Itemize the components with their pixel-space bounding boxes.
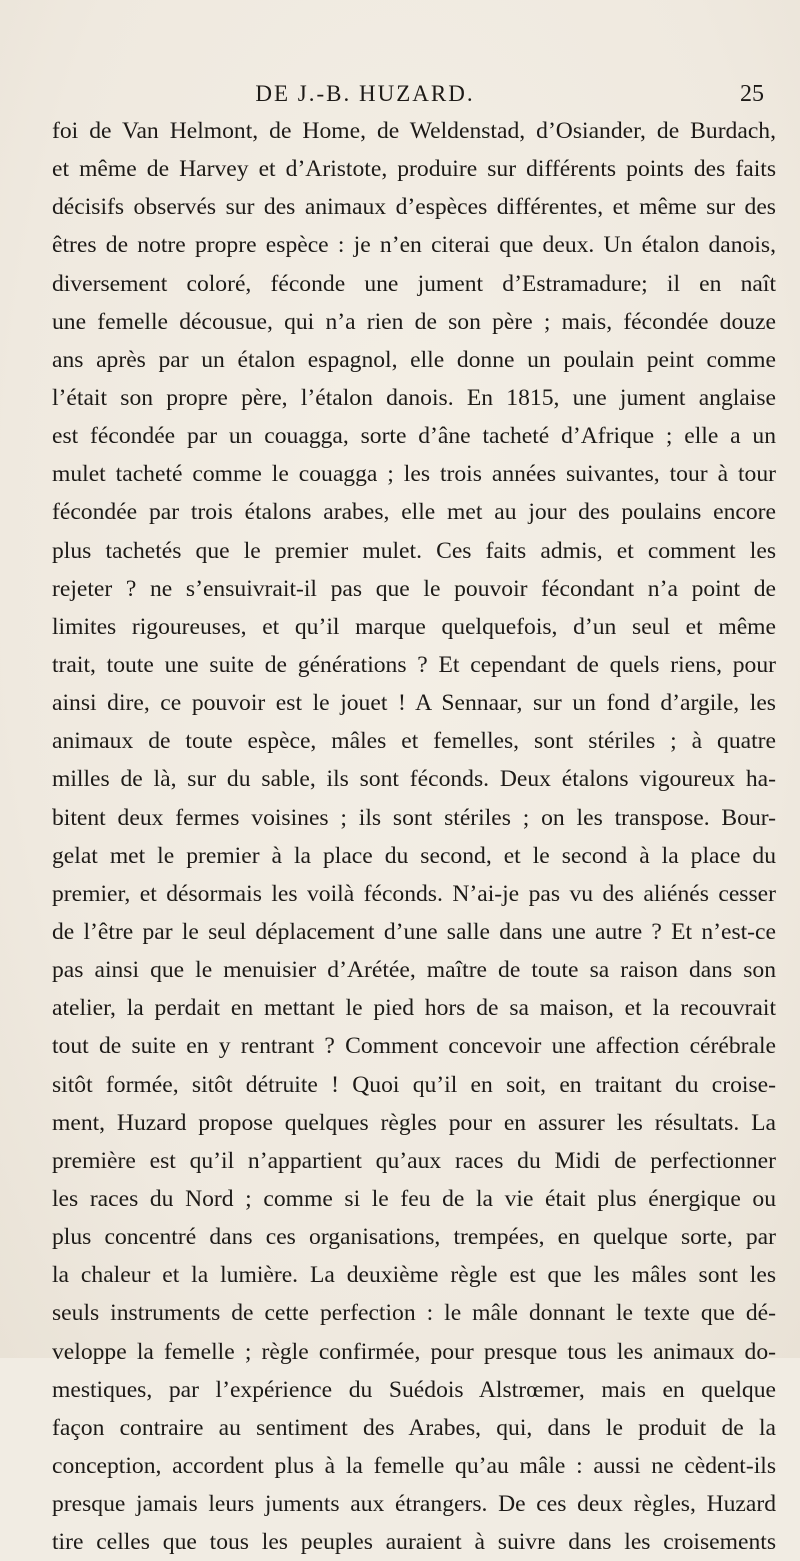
body-text — [52, 112, 776, 1561]
text-line: les races du Nord ; comme si le feu de la vie était plus énergique ou — [52, 1185, 776, 1212]
text-line: première est qu’il n’appartient qu’aux races du Midi de perfectionner — [52, 1147, 776, 1174]
text-line: presque jamais leurs juments aux étrangers. De ces deux règles, Huzard — [52, 1491, 776, 1518]
text-line: milles de là, sur du sable, ils sont féconds. Deux étalons vigoureux ha- — [52, 766, 776, 793]
text-line: mulet tacheté comme le couagga ; les trois années suivantes, tour à tour — [52, 461, 776, 488]
text-line: seuls instruments de cette perfection : le mâle donnant le texte que dé- — [52, 1300, 776, 1327]
text-line: animaux de toute espèce, mâles et femelles, sont stériles ; à quatre — [52, 728, 776, 755]
text-line: de l’être par le seul déplacement d’une salle dans une autre ? Et n’est-ce — [52, 918, 776, 945]
text-line: êtres de notre propre espèce : je n’en citerai que deux. Un étalon danois, — [52, 232, 776, 259]
text-line: gelat met le premier à la place du second, et le second à la place du — [52, 842, 776, 869]
text-line: ment, Huzard propose quelques règles pour en assurer les résultats. La — [52, 1109, 776, 1136]
page-number: 25 — [740, 81, 764, 107]
text-line: atelier, la perdait en mettant le pied hors de sa maison, et la recouvrait — [52, 995, 776, 1022]
text-line: la chaleur et la lumière. La deuxième règle est que les mâles sont les — [52, 1262, 776, 1289]
text-line: conception, accordent plus à la femelle qu’au mâle : aussi ne cèdent-ils — [52, 1452, 776, 1479]
text-line: façon contraire au sentiment des Arabes, qui, dans le produit de la — [52, 1414, 776, 1441]
text-line: foi de Van Helmont, de Home, de Weldenstad, d’Osiander, de Burdach, — [52, 118, 776, 144]
text-line: trait, toute une suite de générations ? Et cependant de quels riens, pour — [52, 651, 776, 678]
text-line: tout de suite en y rentrant ? Comment concevoir une affection cérébrale — [52, 1033, 776, 1060]
text-line: fécondée par trois étalons arabes, elle met au jour des poulains encore — [52, 499, 776, 526]
text-line: veloppe la femelle ; règle confirmée, pour presque tous les animaux do- — [52, 1338, 776, 1365]
text-line: mestiques, par l’expérience du Suédois Alstrœmer, mais en quelque — [52, 1376, 776, 1403]
text-line: et même de Harvey et d’Aristote, produire sur différents points des faits — [52, 156, 776, 183]
text-line: une femelle décousue, qui n’a rien de son père ; mais, fécondée douze — [52, 308, 776, 335]
text-line: diversement coloré, féconde une jument d’Estramadure; il en naît — [52, 270, 776, 297]
running-head — [0, 76, 800, 112]
text-line: premier, et désormais les voilà féconds. N’ai-je pas vu des aliénés cesser — [52, 880, 776, 907]
text-line: l’était son propre père, l’étalon danois. En 1815, une jument anglaise — [52, 384, 776, 411]
text-line: plus concentré dans ces organisations, trempées, en quelque sorte, par — [52, 1224, 776, 1251]
text-line: ans après par un étalon espagnol, elle donne un poulain peint comme — [52, 346, 776, 373]
text-line: ainsi dire, ce pouvoir est le jouet ! A Sennaar, sur un fond d’argile, les — [52, 690, 776, 717]
text-line: décisifs observés sur des animaux d’espèces différentes, et même sur des — [52, 194, 776, 221]
running-title: DE J.-B. HUZARD. — [255, 81, 475, 106]
text-line: bitent deux fermes voisines ; ils sont stériles ; on les transpose. Bour- — [52, 804, 776, 831]
text-line: pas ainsi que le menuisier d’Arétée, maître de toute sa raison dans son — [52, 957, 776, 984]
text-line: limites rigoureuses, et qu’il marque quelquefois, d’un seul et même — [52, 613, 776, 640]
text-line: est fécondée par un couagga, sorte d’âne tacheté d’Afrique ; elle a un — [52, 423, 776, 450]
text-line: tire celles que tous les peuples auraient à suivre dans les croisements — [52, 1529, 776, 1556]
text-line: plus tachetés que le premier mulet. Ces faits admis, et comment les — [52, 537, 776, 564]
text-line: sitôt formée, sitôt détruite ! Quoi qu’il en soit, en traitant du croise- — [52, 1071, 776, 1098]
text-line: rejeter ? ne s’ensuivrait-il pas que le pouvoir fécondant n’a point de — [52, 575, 776, 602]
